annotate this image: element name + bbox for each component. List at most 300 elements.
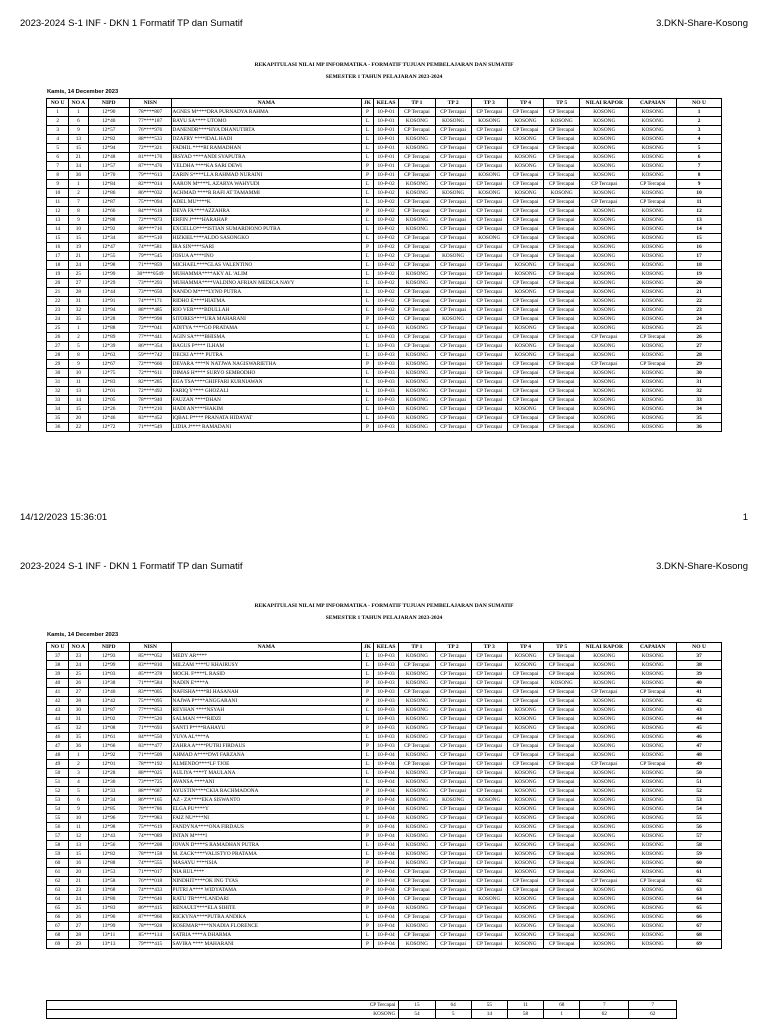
table-row bbox=[47, 378, 722, 387]
table-cell: CP Tercapai bbox=[544, 279, 580, 288]
table-cell: CP Tercapai bbox=[544, 877, 580, 886]
table-cell: KOSONG bbox=[580, 859, 629, 868]
table-cell: CP Tercapai bbox=[544, 850, 580, 859]
table-cell: KOSONG bbox=[507, 796, 543, 805]
table-cell: 31 bbox=[69, 715, 88, 724]
table-cell: 24 bbox=[677, 315, 722, 324]
table-cell: 22 bbox=[677, 297, 722, 306]
table-cell: CP Tercapai bbox=[471, 769, 507, 778]
table-cell: CP Tercapai bbox=[507, 697, 543, 706]
table-cell: P bbox=[362, 207, 374, 216]
table-cell: CP Tercapai bbox=[507, 679, 543, 688]
table-cell: KOSONG bbox=[399, 117, 435, 126]
table-cell: 71****017 bbox=[130, 868, 172, 877]
table-cell: 10-P-01 bbox=[373, 126, 399, 135]
table-cell: P bbox=[362, 922, 374, 931]
table-cell: CP Tercapai bbox=[544, 832, 580, 841]
table-cell: CP Tercapai bbox=[471, 841, 507, 850]
table-cell: CP Tercapai bbox=[544, 342, 580, 351]
table-row bbox=[47, 715, 722, 724]
table-cell: KOSONG bbox=[399, 841, 435, 850]
table-cell: 76****976 bbox=[130, 126, 172, 135]
table-cell: CP Tercapai bbox=[544, 423, 580, 432]
table-cell: 36 bbox=[677, 423, 722, 432]
table-cell: CP Tercapai bbox=[435, 769, 471, 778]
table-cell: 39 bbox=[677, 670, 722, 679]
table-row bbox=[47, 315, 722, 324]
table-cell: 13*11 bbox=[88, 931, 130, 940]
table-cell: 15 bbox=[69, 850, 88, 859]
table-cell: 40 bbox=[677, 679, 722, 688]
table-cell: 49 bbox=[47, 760, 69, 769]
table-cell: 36 bbox=[47, 423, 69, 432]
table-cell: 10-P-04 bbox=[373, 859, 399, 868]
table-cell: CP Tercapai bbox=[435, 724, 471, 733]
table-cell: CP Tercapai bbox=[471, 850, 507, 859]
table-cell: 10-P-03 bbox=[373, 378, 399, 387]
table-cell: 78****940 bbox=[130, 396, 172, 405]
table-cell: 57 bbox=[677, 832, 722, 841]
table-cell: KOSONG bbox=[629, 378, 677, 387]
table-cell: KOSONG bbox=[580, 351, 629, 360]
table-cell: KOSONG bbox=[580, 162, 629, 171]
table-cell: 25 bbox=[69, 670, 88, 679]
table-cell: 33 bbox=[47, 396, 69, 405]
table-cell: P bbox=[362, 679, 374, 688]
table-row bbox=[47, 135, 722, 144]
table-cell: 10-P-02 bbox=[373, 261, 399, 270]
table-cell: 4 bbox=[47, 135, 69, 144]
table-cell: KOSONG bbox=[629, 351, 677, 360]
table-cell: 25 bbox=[69, 270, 88, 279]
table-cell: 86****165 bbox=[130, 796, 172, 805]
table-cell: CP Tercapai bbox=[399, 742, 435, 751]
table-cell: 12*05 bbox=[88, 396, 130, 405]
header-row bbox=[47, 99, 722, 108]
table-cell: 13*40 bbox=[88, 688, 130, 697]
report-name: 2023-2024 S-1 INF - DKN 1 Formatif TP dan Sumatif bbox=[20, 561, 243, 572]
table-cell: KOSONG bbox=[471, 796, 507, 805]
column-header: TP 3 bbox=[471, 99, 507, 108]
table-cell: 10-P-03 bbox=[373, 742, 399, 751]
table-row bbox=[47, 387, 722, 396]
table-cell: CP Tercapai bbox=[629, 877, 677, 886]
table-row bbox=[47, 180, 722, 189]
table-cell: 22 bbox=[47, 297, 69, 306]
table-cell: CP Tercapai bbox=[544, 171, 580, 180]
table-cell: CP Tercapai bbox=[544, 868, 580, 877]
table-cell: KOSONG bbox=[629, 886, 677, 895]
table-cell: KOSONG bbox=[544, 117, 580, 126]
table-cell: 73****293 bbox=[130, 279, 172, 288]
table-cell: 10-P-04 bbox=[373, 760, 399, 769]
table-cell: 43 bbox=[47, 706, 69, 715]
table-cell: CP Tercapai bbox=[629, 760, 677, 769]
table-cell: KOSONG bbox=[399, 369, 435, 378]
table-cell: 42 bbox=[47, 697, 69, 706]
table-cell: KOSONG bbox=[507, 778, 543, 787]
table-row bbox=[47, 688, 722, 697]
table-cell: CP Tercapai bbox=[507, 207, 543, 216]
table-cell: 15 bbox=[677, 234, 722, 243]
table-cell: 56 bbox=[47, 823, 69, 832]
table-cell: KOSONG bbox=[580, 144, 629, 153]
table-cell: CP Tercapai bbox=[507, 108, 543, 117]
table-cell: KOSONG bbox=[629, 315, 677, 324]
table-cell: ALMENDO****LF TJOE bbox=[171, 760, 362, 769]
table-cell: P bbox=[362, 688, 374, 697]
table-cell: KOSONG bbox=[399, 697, 435, 706]
table-row bbox=[47, 805, 722, 814]
table-cell: 58 bbox=[677, 841, 722, 850]
table-cell: 6 bbox=[69, 117, 88, 126]
table-cell: KOSONG bbox=[399, 378, 435, 387]
table-cell: 87****476 bbox=[130, 162, 172, 171]
table-cell: CP Tercapai bbox=[435, 751, 471, 760]
table-cell: 78****786 bbox=[130, 805, 172, 814]
table-cell: KOSONG bbox=[399, 679, 435, 688]
table-cell: KOSONG bbox=[580, 823, 629, 832]
table-cell: 67 bbox=[677, 922, 722, 931]
table-cell: CP Tercapai bbox=[471, 940, 507, 949]
table-cell: 1 bbox=[69, 324, 88, 333]
table-cell: 28 bbox=[677, 351, 722, 360]
table-cell: CP Tercapai bbox=[580, 760, 629, 769]
table-cell: L bbox=[362, 778, 374, 787]
table-cell: 32 bbox=[677, 387, 722, 396]
table-cell: 6 bbox=[677, 153, 722, 162]
table-cell: 2 bbox=[69, 333, 88, 342]
table-cell: CP Tercapai bbox=[435, 342, 471, 351]
summary-count: 11 bbox=[507, 1001, 543, 1010]
table-cell: 10-P-01 bbox=[373, 108, 399, 117]
table-cell: 38 bbox=[47, 661, 69, 670]
page-number: 1 bbox=[742, 512, 748, 523]
table-cell: CP Tercapai bbox=[507, 198, 543, 207]
table-cell: 14 bbox=[47, 225, 69, 234]
table-cell: KOSONG bbox=[629, 405, 677, 414]
table-cell: CP Tercapai bbox=[399, 198, 435, 207]
table-row bbox=[47, 787, 722, 796]
table-cell: 31 bbox=[69, 297, 88, 306]
table-cell: NINDHIT****OK ING TYAS bbox=[171, 877, 362, 886]
table-cell: 10-P-01 bbox=[373, 153, 399, 162]
table-cell: 12*90 bbox=[88, 108, 130, 117]
table-cell: CP Tercapai bbox=[544, 252, 580, 261]
table-cell: 12*33 bbox=[88, 787, 130, 796]
table-cell: CP Tercapai bbox=[399, 252, 435, 261]
table-cell: 10-P-03 bbox=[373, 360, 399, 369]
table-cell: KOSONG bbox=[580, 940, 629, 949]
table-cell: CP Tercapai bbox=[544, 823, 580, 832]
table-cell: 71****210 bbox=[130, 405, 172, 414]
table-cell: CP Tercapai bbox=[435, 423, 471, 432]
table-cell: 53 bbox=[47, 796, 69, 805]
table-cell: CP Tercapai bbox=[507, 252, 543, 261]
table-cell: 10-P-03 bbox=[373, 342, 399, 351]
table-cell: 5 bbox=[47, 144, 69, 153]
table-row bbox=[47, 108, 722, 117]
table-cell: 2 bbox=[47, 117, 69, 126]
table-cell: CP Tercapai bbox=[399, 171, 435, 180]
table-cell: L bbox=[362, 270, 374, 279]
table-cell: 12*93 bbox=[88, 652, 130, 661]
table-cell: CP Tercapai bbox=[435, 832, 471, 841]
table-cell: CP Tercapai bbox=[435, 288, 471, 297]
table-cell: CP Tercapai bbox=[544, 180, 580, 189]
table-cell: RICKYNA****PUTRA ANDIKA bbox=[171, 913, 362, 922]
table-cell: P bbox=[362, 724, 374, 733]
table-cell: 13*99 bbox=[88, 922, 130, 931]
table-cell: CP Tercapai bbox=[471, 315, 507, 324]
table-cell: 13*83 bbox=[88, 904, 130, 913]
table-cell: 12*75 bbox=[88, 369, 130, 378]
table-cell: CP Tercapai bbox=[544, 288, 580, 297]
table-cell: 10-P-03 bbox=[373, 679, 399, 688]
table-cell: CP Tercapai bbox=[471, 877, 507, 886]
table-cell: L bbox=[362, 234, 374, 243]
table-cell: KOSONG bbox=[399, 715, 435, 724]
table-cell: KOSONG bbox=[580, 895, 629, 904]
table-cell: NANDO M****LYNO PUTRA bbox=[171, 288, 362, 297]
table-cell: CP Tercapai bbox=[507, 180, 543, 189]
table-row bbox=[47, 342, 722, 351]
table-cell: CP Tercapai bbox=[399, 306, 435, 315]
table-cell: 12*26 bbox=[88, 405, 130, 414]
table-cell: 12*30 bbox=[88, 778, 130, 787]
table-cell: LIDIA J**** RAMADANI bbox=[171, 423, 362, 432]
table-cell: REYHAN ****NSYAH bbox=[171, 706, 362, 715]
table-cell: DEVA FA****AZZAHRA bbox=[171, 207, 362, 216]
table-cell: 86****716 bbox=[130, 225, 172, 234]
table-cell: 13 bbox=[69, 841, 88, 850]
table-cell: KOSONG bbox=[471, 117, 507, 126]
table-cell: KOSONG bbox=[399, 850, 435, 859]
table-cell: 84****550 bbox=[130, 733, 172, 742]
table-cell: DEVARA ****N NATJWA NAGISWARIETHA bbox=[171, 360, 362, 369]
table-row bbox=[47, 841, 722, 850]
table-cell: L bbox=[362, 414, 374, 423]
table-cell: 28 bbox=[69, 931, 88, 940]
table-cell: CP Tercapai bbox=[399, 297, 435, 306]
table-cell: AARON M****L AZARYA WAHYUDI bbox=[171, 180, 362, 189]
table-cell: L bbox=[362, 405, 374, 414]
table-cell: 10-P-02 bbox=[373, 234, 399, 243]
table-cell: 8 bbox=[69, 207, 88, 216]
table-cell: CP Tercapai bbox=[435, 297, 471, 306]
table-cell: 10-P-04 bbox=[373, 841, 399, 850]
table-cell: 10-P-02 bbox=[373, 297, 399, 306]
table-cell: KOSONG bbox=[580, 670, 629, 679]
table-cell: CP Tercapai bbox=[507, 423, 543, 432]
table-cell: CP Tercapai bbox=[544, 315, 580, 324]
table-cell: 10-P-02 bbox=[373, 243, 399, 252]
table-cell: 88****485 bbox=[130, 306, 172, 315]
table-cell: 72****873 bbox=[130, 216, 172, 225]
table-cell: 27 bbox=[69, 922, 88, 931]
table-cell: CP Tercapai bbox=[544, 769, 580, 778]
table-cell: CP Tercapai bbox=[399, 243, 435, 252]
table-cell: CP Tercapai bbox=[471, 342, 507, 351]
table-cell: 10-P-03 bbox=[373, 697, 399, 706]
table-cell: KOSONG bbox=[580, 850, 629, 859]
table-cell: 10-P-04 bbox=[373, 895, 399, 904]
table-cell: 79****545 bbox=[130, 252, 172, 261]
column-header: TP 2 bbox=[435, 643, 471, 652]
summary-count: 7 bbox=[629, 1001, 677, 1010]
page2-title bbox=[0, 600, 768, 624]
table-cell: CP Tercapai bbox=[471, 805, 507, 814]
table-cell: CP Tercapai bbox=[399, 207, 435, 216]
table-cell: CP Tercapai bbox=[544, 324, 580, 333]
column-header: TP 4 bbox=[507, 99, 543, 108]
table-cell: KOSONG bbox=[399, 652, 435, 661]
table-cell: 12*88 bbox=[88, 324, 130, 333]
table-cell: 24 bbox=[69, 261, 88, 270]
table-cell: 10-P-04 bbox=[373, 796, 399, 805]
table-cell: CP Tercapai bbox=[471, 697, 507, 706]
table-cell: KOSONG bbox=[435, 315, 471, 324]
table-cell: L bbox=[362, 841, 374, 850]
table-cell: 15 bbox=[69, 144, 88, 153]
table-cell: KOSONG bbox=[399, 144, 435, 153]
table-cell: L bbox=[362, 333, 374, 342]
table-cell: KOSONG bbox=[507, 850, 543, 859]
table-cell: CP Tercapai bbox=[471, 279, 507, 288]
table-cell: CP Tercapai bbox=[435, 351, 471, 360]
table-cell: 86****415 bbox=[130, 904, 172, 913]
table-cell: 44 bbox=[47, 715, 69, 724]
table-cell: L bbox=[362, 180, 374, 189]
table-cell: 13*90 bbox=[88, 913, 130, 922]
table-cell: 12*89 bbox=[88, 333, 130, 342]
table-cell: CP Tercapai bbox=[435, 688, 471, 697]
page2-header bbox=[20, 561, 748, 575]
table-cell: 75****619 bbox=[130, 823, 172, 832]
table-cell: CP Tercapai bbox=[399, 153, 435, 162]
table-cell: CP Tercapai bbox=[435, 760, 471, 769]
table-cell: KOSONG bbox=[580, 387, 629, 396]
table-row bbox=[47, 670, 722, 679]
table-cell: 13*94 bbox=[88, 306, 130, 315]
table-cell: KOSONG bbox=[399, 859, 435, 868]
table-cell: CP Tercapai bbox=[435, 270, 471, 279]
table-cell: KOSONG bbox=[399, 324, 435, 333]
column-header: NISN bbox=[130, 99, 172, 108]
table-cell: 10 bbox=[47, 189, 69, 198]
table-cell: KOSONG bbox=[580, 697, 629, 706]
table-cell: 13*13 bbox=[88, 940, 130, 949]
table-cell: CP Tercapai bbox=[399, 261, 435, 270]
table-cell: KOSONG bbox=[580, 661, 629, 670]
table-cell: 13*02 bbox=[88, 715, 130, 724]
table-cell: CP Tercapai bbox=[399, 661, 435, 670]
table-cell: 5 bbox=[677, 144, 722, 153]
table-cell: CP Tercapai bbox=[507, 279, 543, 288]
table-cell: 37 bbox=[677, 652, 722, 661]
table-cell: L bbox=[362, 769, 374, 778]
table-cell: 85****114 bbox=[130, 931, 172, 940]
table-row bbox=[47, 396, 722, 405]
table-cell: L bbox=[362, 306, 374, 315]
table-cell: 71****509 bbox=[130, 751, 172, 760]
table-cell: 83****810 bbox=[130, 661, 172, 670]
table-cell: 62 bbox=[677, 877, 722, 886]
table-cell: CP Tercapai bbox=[544, 126, 580, 135]
table-cell: 74****555 bbox=[130, 859, 172, 868]
summary-spacer bbox=[677, 1001, 722, 1010]
table-cell: 21 bbox=[47, 288, 69, 297]
table-cell: 2 bbox=[69, 189, 88, 198]
table-cell: 32 bbox=[47, 387, 69, 396]
column-header: TP 3 bbox=[471, 643, 507, 652]
table-cell: 13*70 bbox=[88, 171, 130, 180]
table-cell: KOSONG bbox=[471, 234, 507, 243]
table-cell: 83****477 bbox=[130, 742, 172, 751]
table-cell: P bbox=[362, 162, 374, 171]
table-cell: CP Tercapai bbox=[471, 706, 507, 715]
table-cell: KOSONG bbox=[580, 414, 629, 423]
table-cell: KOSONG bbox=[507, 324, 543, 333]
table-cell: P bbox=[362, 823, 374, 832]
summary-count: 64 bbox=[435, 1001, 471, 1010]
table-cell: KOSONG bbox=[580, 904, 629, 913]
table-cell: 10-P-02 bbox=[373, 252, 399, 261]
table-cell: 10-P-04 bbox=[373, 823, 399, 832]
table-cell: L bbox=[362, 252, 374, 261]
table-cell: CP Tercapai bbox=[544, 243, 580, 252]
table-cell: CP Tercapai bbox=[471, 153, 507, 162]
table-cell: 63 bbox=[47, 886, 69, 895]
table-cell: IRSYAD ****ANDI SYAPUTRA bbox=[171, 153, 362, 162]
table-cell: 48 bbox=[47, 751, 69, 760]
table-cell: KOSONG bbox=[629, 171, 677, 180]
table-cell: CP Tercapai bbox=[435, 940, 471, 949]
table-cell: P bbox=[362, 805, 374, 814]
table-row bbox=[47, 913, 722, 922]
table-cell: 10-P-02 bbox=[373, 189, 399, 198]
table-cell: 8 bbox=[69, 351, 88, 360]
table-cell: KOSONG bbox=[629, 796, 677, 805]
table-cell: 10-P-02 bbox=[373, 270, 399, 279]
table-row bbox=[47, 234, 722, 243]
table-cell: CP Tercapai bbox=[544, 652, 580, 661]
table-cell: 57 bbox=[47, 832, 69, 841]
table-cell: KOSONG bbox=[580, 189, 629, 198]
table-cell: KOSONG bbox=[629, 778, 677, 787]
table-cell: SITORES****URA MAHARANI bbox=[171, 315, 362, 324]
table-cell: CP Tercapai bbox=[399, 108, 435, 117]
table-cell: CP Tercapai bbox=[471, 859, 507, 868]
title-line1: REKAPITULASI NILAI MP INFORMATIKA - FORMATIF TUJUAN PEMBELAJARAN DAN SUMATIF bbox=[254, 62, 514, 68]
table-cell: L bbox=[362, 733, 374, 742]
header-row bbox=[47, 643, 722, 652]
table-cell: KOSONG bbox=[507, 270, 543, 279]
table-cell: 88****025 bbox=[130, 769, 172, 778]
column-header: CAPAIAN bbox=[629, 643, 677, 652]
table-cell: KOSONG bbox=[580, 207, 629, 216]
table-cell: CP Tercapai bbox=[399, 868, 435, 877]
table-cell: 9 bbox=[677, 180, 722, 189]
table-cell: CP Tercapai bbox=[435, 742, 471, 751]
table-cell: KOSONG bbox=[629, 234, 677, 243]
table-cell: AHMAD A****DWI FARZANA bbox=[171, 751, 362, 760]
table-cell: CP Tercapai bbox=[471, 823, 507, 832]
table-cell: 73****650 bbox=[130, 288, 172, 297]
table-cell: KOSONG bbox=[399, 751, 435, 760]
table-cell: P bbox=[362, 868, 374, 877]
table-cell: KOSONG bbox=[580, 733, 629, 742]
